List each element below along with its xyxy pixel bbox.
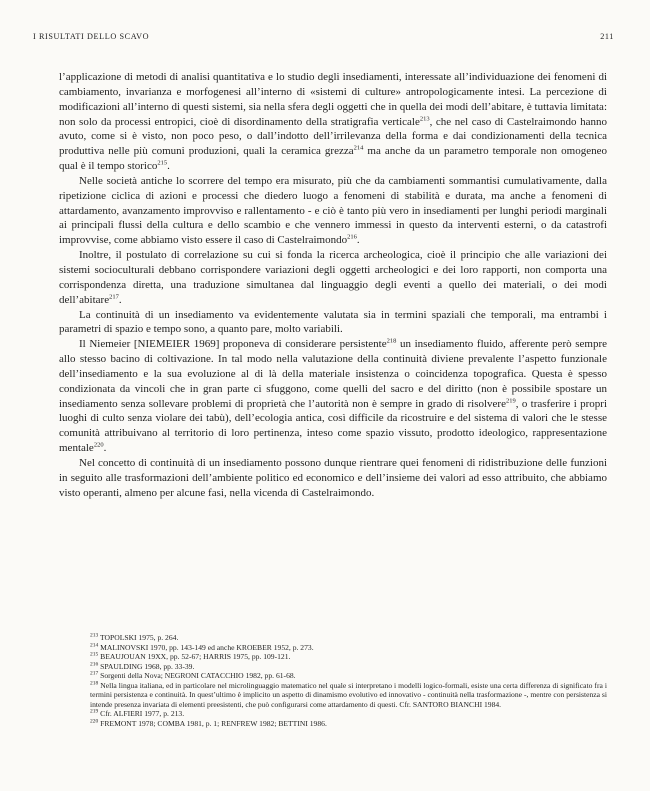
footnote-number: 213 (90, 632, 99, 639)
footnote-ref[interactable]: 219 (505, 396, 516, 404)
footnote (90, 719, 607, 729)
footnote-number: 218 (90, 679, 99, 686)
footnote (90, 633, 607, 643)
footnote (90, 662, 607, 672)
paragraph-text: Inoltre, il postulato di correlazione su cui si fonda la ricerca archeologica, cioè il principio che alle variazioni dei sistemi socioculturali debbano corrispondere variazioni degli oggetti archeologici e dei loro rapporti, non comporta una corrispondenza diretta, una traduzione simultanea dal linguaggio degli eventi a quello dei materiali, o dei modi dell’abitare (59, 249, 607, 306)
paragraph-text: , che nel caso di Castelraimondo hanno avuto, come si è visto, non poco peso, o dall’indotto dell’irrilevanza della forma e dai condizionamenti della tecnica produttiva nelle più comuni produzioni, quali la ceramica grezza (59, 115, 607, 158)
paragraph-text: La continuità di un insediamento va evidentemente valutata sia in termini spaziali che temporali, ma entrambi i parametri di spazio e tempo sono, a quanto pare, molto variabili. (59, 308, 607, 336)
footnotes (82, 633, 607, 728)
paragraph-text: . (356, 234, 360, 247)
paragraph-text: Nel concetto di continuità di un insediamento possono dunque rientrare quei fenomeni di ridistribuzione delle funzioni in seguito alle trasformazioni dell’ambiente politico ed economico e dell’insieme dei valori ad esso attribuito, che abbiamo visto operanti, almeno per alcune fasi, nella vicenda di Castelraimondo. (59, 456, 607, 499)
body-paragraph (59, 456, 607, 501)
footnote (90, 643, 607, 653)
footnote-text: FREMONT 1978; COMBA 1981, p. 1; RENFREW 1982; BETTINI 1986. (98, 718, 327, 728)
body-paragraph (59, 174, 607, 248)
paragraph-text: un insediamento fluido, afferente però sempre allo stesso bacino di coltivazione. In tal modo nella valutazione della continuità diviene prevalente l’aspetto funzionale dell’insediamento e la sua evoluzione al di là della materiale insistenza o coincidenza topografica. Questa è spesso condizionata da vincoli che in gran parte ci sfuggono, come quelli del sacro e del diritto (non è possibile spostare un insediamento senza sollevare problemi di proprietà che l’autorità non è sempre in grado di risolvere (59, 338, 607, 410)
footnote (90, 652, 607, 662)
footnote-text: Sorgenti della Nova; NEGRONI CATACCHIO 1982, pp. 61-68. (98, 671, 296, 680)
main-text (59, 70, 607, 500)
footnote-ref[interactable]: 218 (386, 337, 397, 345)
footnote (90, 681, 607, 710)
paragraph-text: l’applicazione di metodi di analisi quantitativa e lo studio degli insediamenti, interessate all’individuazione dei fenomeni di cambiamento, invarianza e morfogenesi all’interno di «sistemi di culture» antropologicamente intesi. La percezione di modificazioni all’interno di questi sistemi, sia nella sfera degli oggetti che in quella dei modi dell’abitare, è tuttavia limitata: non solo da processi entropici, cioè di disordinamento della stratigrafia verticale (59, 71, 607, 128)
body-paragraph (59, 70, 607, 174)
body-paragraph (59, 337, 607, 456)
footnote-text: Cfr. ALFIERI 1977, p. 213. (98, 709, 185, 718)
footnote (90, 709, 607, 719)
footnote-text: BEAUJOUAN 19XX, pp. 52-67; HARRIS 1975, pp. 109-121. (98, 652, 291, 661)
paragraph-text: Nelle società antiche lo scorrere del tempo era misurato, più che da cambiamenti sommantisi cumulativamente, dalla ripetizione ciclica di azioni e processi che diedero luogo a fenomeni di stabilità e durata, ma anche a fenomeni di attardamento, avanzamento improvviso e rallentamento - e ciò è tanto più vero in insediamenti per lunghi periodi marginali ai principali flussi della cultura e dello scambio e che vennero immessi in questo da interventi esterni, o da catastrofi improvvise, come abbiamo visto essere il caso di Castelraimondo (59, 174, 607, 247)
footnote-ref[interactable]: 216 (347, 233, 357, 241)
footnote-ref[interactable]: 213 (419, 114, 430, 122)
paragraph-text: ma anche da un parametro temporale non omogeneo qual è il tempo storico (59, 145, 607, 173)
footnote-ref[interactable]: 214 (353, 144, 364, 152)
paragraph-text: Il Niemeier [NIEMEIER 1969] proponeva di considerare persistente (79, 338, 387, 351)
body-paragraph (59, 308, 607, 338)
footnote-number: 216 (90, 660, 99, 667)
footnote-text: TOPOLSKI 1975, p. 264. (98, 633, 179, 642)
footnote (90, 671, 607, 681)
footnote-text: SPAULDING 1968, pp. 33-39. (98, 661, 195, 671)
footnote-ref[interactable]: 215 (157, 159, 168, 167)
paragraph-text: . (103, 442, 107, 455)
footnote-ref[interactable]: 220 (93, 441, 104, 449)
footnote-number: 215 (90, 651, 99, 658)
paragraph-text: . (167, 160, 170, 173)
running-header (33, 32, 614, 41)
footnote-number: 219 (90, 708, 99, 715)
paragraph-text: . (118, 293, 122, 306)
page-number: 211 (600, 32, 614, 41)
footnote-text: MALINOVSKI 1970, pp. 143-149 ed anche KROEBER 1952, p. 273. (98, 642, 314, 652)
footnote-number: 217 (90, 670, 99, 677)
footnote-text: Nella lingua italiana, ed in particolare nel microlinguaggio matematico nel quale si interpretano i modelli logico-formali, esiste una certa differenza di significato fra i termini persistenza e continuità. In quest’ultimo è implicito un aspetto di dinamismo evolutivo ed innovativo - continuità nella trasformazione -, mentre con persistenza si intende presenza invariata di elementi preesistenti, che può configurarsi come attardamento di questi. Cfr. SANTORO BIANCHI 1984. (90, 680, 607, 709)
footnote-number: 220 (90, 717, 99, 724)
footnote-ref[interactable]: 217 (109, 293, 119, 300)
running-title: I RISULTATI DELLO SCAVO (33, 32, 150, 41)
body-paragraph (59, 248, 607, 307)
paragraph-text: , o trasferire i propri luoghi di culto senza violare dei tabù), dell’ecologia antica, così difficile da ricostruire e del sistema di valori che le stesse comunità attribuivano al territorio di loro pertinenza, inteso come spazio vissuto, prodotto ideologico, rappresentazione mentale (59, 397, 608, 455)
footnote-number: 214 (90, 641, 99, 648)
